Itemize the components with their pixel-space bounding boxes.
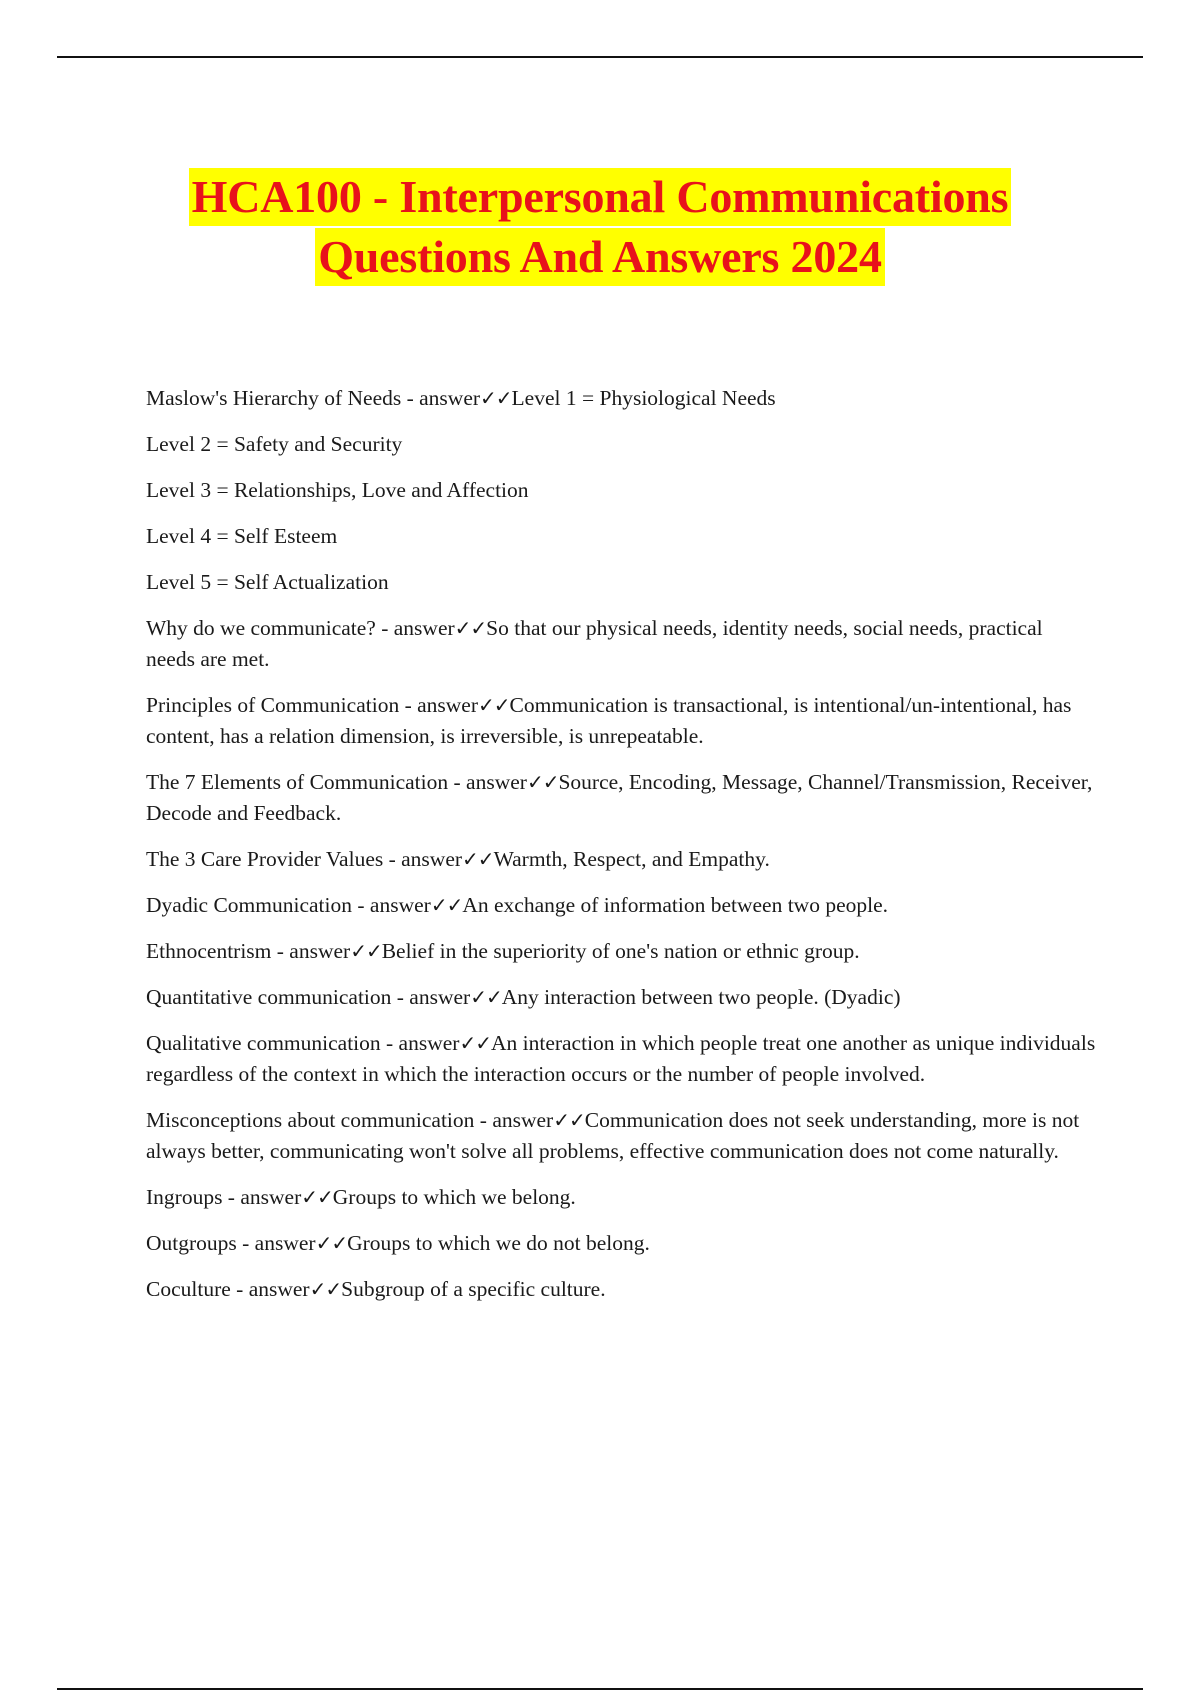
qa-entry [146,1228,1096,1259]
double-check-icon: ✓✓ [459,1031,491,1055]
double-check-icon: ✓✓ [478,693,510,717]
double-check-icon: ✓✓ [454,616,487,640]
qa-entry [146,1182,1096,1213]
qa-entry [146,567,1096,598]
answer-text: Groups to which we do not belong. [347,1231,650,1255]
qa-list [146,383,1096,1320]
answer-text: Groups to which we belong. [332,1185,576,1209]
qa-entry [146,613,1096,675]
qa-entry [146,982,1096,1013]
question-term: Outgroups - answer [146,1231,316,1255]
qa-entry [146,890,1096,921]
qa-entry [146,383,1096,414]
double-check-icon: ✓✓ [526,770,559,794]
qa-entry [146,521,1096,552]
answer-text: Communication does not seek understanding, more is not always better, communicating won't solve all problems, effective communication does not come naturally. [146,1108,1080,1163]
document-title [60,168,1140,288]
double-check-icon: ✓✓ [350,939,382,963]
question-term: Why do we communicate? - answer [146,616,455,640]
answer-text: An interaction in which people treat one another as unique individuals regardless of the context in which the interaction occurs or the number of people involved. [146,1031,1096,1086]
question-term: Ethnocentrism - answer [146,939,351,963]
qa-entry [146,429,1096,460]
answer-text: So that our physical needs, identity needs, social needs, practical needs are met. [146,616,1043,671]
qa-entry [146,475,1096,506]
answer-text: Subgroup of a specific culture. [341,1277,606,1301]
answer-text: Any interaction between two people. (Dyadic) [501,985,901,1009]
qa-entry [146,767,1096,829]
answer-text: Communication is transactional, is intentional/un-intentional, has content, has a relation dimension, is irreversible, is unrepeatable. [146,693,1072,748]
question-term: Qualitative communication - answer [146,1031,460,1055]
double-check-icon: ✓✓ [315,1231,348,1255]
qa-entry [146,690,1096,752]
question-term: Maslow's Hierarchy of Needs - answer [146,386,481,410]
question-term: Ingroups - answer [146,1185,302,1209]
question-term: Principles of Communication - answer [146,693,478,717]
double-check-icon: ✓✓ [309,1277,342,1301]
qa-entry [146,844,1096,875]
question-term: Misconceptions about communication - answer [146,1108,554,1132]
qa-entry [146,1274,1096,1305]
question-term: The 7 Elements of Communication - answer [146,770,527,794]
answer-text: Warmth, Respect, and Empathy. [493,847,770,871]
question-term: Dyadic Communication - answer [146,893,431,917]
double-check-icon: ✓✓ [301,1185,333,1209]
double-check-icon: ✓✓ [480,386,512,410]
double-check-icon: ✓✓ [430,893,463,917]
qa-entry [146,1028,1096,1090]
answer-text: Level 5 = Self Actualization [146,570,389,594]
bottom-divider [57,1688,1143,1690]
answer-text: Level 1 = Physiological Needs [511,386,776,410]
double-check-icon: ✓✓ [470,985,502,1009]
question-term: Coculture - answer [146,1277,310,1301]
top-divider [57,56,1143,58]
qa-entry [146,936,1096,967]
double-check-icon: ✓✓ [462,847,494,871]
answer-text: Source, Encoding, Message, Channel/Transmission, Receiver, Decode and Feedback. [146,770,1093,825]
answer-text: An exchange of information between two people. [462,893,889,917]
title-line-2: Questions And Answers 2024 [315,228,885,286]
double-check-icon: ✓✓ [553,1108,585,1132]
answer-text: Level 2 = Safety and Security [146,432,403,456]
answer-text: Level 4 = Self Esteem [146,524,338,548]
answer-text: Belief in the superiority of one's nation or ethnic group. [381,939,860,963]
answer-text: Level 3 = Relationships, Love and Affection [146,478,529,502]
question-term: Quantitative communication - answer [146,985,471,1009]
qa-entry [146,1105,1096,1167]
title-line-1: HCA100 - Interpersonal Communications [189,168,1012,226]
question-term: The 3 Care Provider Values - answer [146,847,463,871]
